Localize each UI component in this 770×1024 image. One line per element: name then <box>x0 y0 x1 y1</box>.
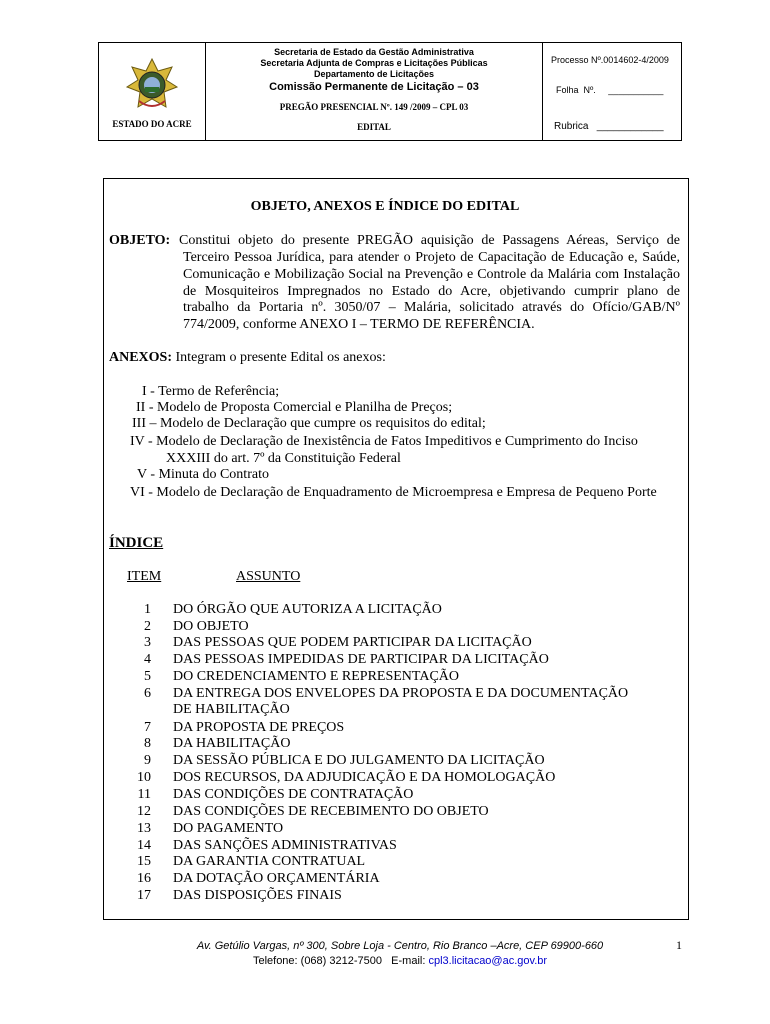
org-cell <box>206 43 543 140</box>
indice-item-title: DO CREDENCIAMENTO E REPRESENTAÇÃO <box>173 669 460 684</box>
indice-item-title: DA GARANTIA CONTRATUAL <box>173 854 366 869</box>
header-box <box>98 42 682 141</box>
indice-item-number: 1 <box>144 602 151 617</box>
footer-contact <box>0 953 770 970</box>
objeto-line: trabalho da Portaria nº. 3050/07 – Malária, solicitado através do Ofício/GAB/Nº <box>183 300 680 315</box>
indice-item-title: DAS PESSOAS IMPEDIDAS DE PARTICIPAR DA LICITAÇÃO <box>173 652 549 667</box>
indice-item-number: 12 <box>137 804 151 819</box>
org-line: Secretaria Adjunta de Compras e Licitações Públicas <box>260 58 488 68</box>
indice-item-number: 15 <box>137 854 151 869</box>
indice-item-title: DE HABILITAÇÃO <box>173 702 290 717</box>
indice-item-number: 9 <box>144 753 151 768</box>
indice-item-title: DO OBJETO <box>173 619 249 634</box>
anexos-label: ANEXOS: <box>109 350 173 365</box>
objeto-line: 774/2009, conforme ANEXO I – TERMO DE REFERÊNCIA. <box>183 317 535 332</box>
indice-item-number: 3 <box>144 635 151 650</box>
indice-title: ÍNDICE <box>109 535 164 551</box>
anexo-item: VI - Modelo de Declaração de Enquadramento de Microempresa e Empresa de Pequeno Porte <box>130 485 657 500</box>
indice-item-title: DAS CONDIÇÕES DE RECEBIMENTO DO OBJETO <box>173 804 489 819</box>
indice-item-title: DO ÓRGÃO QUE AUTORIZA A LICITAÇÃO <box>173 602 442 617</box>
anexo-item: IV - Modelo de Declaração de Inexistência de Fatos Impeditivos e Cumprimento do Inciso <box>130 434 638 449</box>
footer-address: Av. Getúlio Vargas, nº 300, Sobre Loja - Centro, Rio Branco –Acre, CEP 69900-660 <box>196 940 604 952</box>
indice-item-number: 5 <box>144 669 151 684</box>
indice-item-title: DA DOTAÇÃO ORÇAMENTÁRIA <box>173 871 380 886</box>
col-assunto-header: ASSUNTO <box>236 569 301 584</box>
indice-item-title: DA PROPOSTA DE PREÇOS <box>173 720 345 735</box>
indice-item-title: DOS RECURSOS, DA ADJUDICAÇÃO E DA HOMOLOGAÇÃO <box>173 770 556 785</box>
anexos-paragraph <box>109 349 386 366</box>
objeto-line: Comunicação e Mobilização Social na Prevenção e Controle da Malária com Instalação <box>183 267 680 282</box>
indice-item-number: 17 <box>137 888 151 903</box>
footer-email-link[interactable]: cpl3.licitacao@ac.gov.br <box>428 955 548 967</box>
page-title: OBJETO, ANEXOS E ÍNDICE DO EDITAL <box>250 199 520 214</box>
indice-item-title: DAS CONDIÇÕES DE CONTRATAÇÃO <box>173 787 414 802</box>
indice-item-title: DA HABILITAÇÃO <box>173 736 291 751</box>
indice-item-title: DAS SANÇÕES ADMINISTRATIVAS <box>173 838 397 853</box>
objeto-line: Terceiro Pessoa Jurídica, para atender o Projeto de Capacitação de Educação e, Saúde, <box>183 250 680 265</box>
indice-item-title: DAS DISPOSIÇÕES FINAIS <box>173 888 342 903</box>
rubrica-label: Rubrica ____________ <box>554 121 664 132</box>
indice-item-number: 11 <box>137 787 151 802</box>
indice-item-number: 14 <box>137 838 151 853</box>
anexo-item: XXXIII do art. 7º da Constituição Federal <box>166 451 401 466</box>
indice-item-number: 8 <box>144 736 151 751</box>
processo-label: Processo Nº.0014602-4/2009 <box>551 55 669 65</box>
indice-item-number: 13 <box>137 821 151 836</box>
org-line: Secretaria de Estado da Gestão Administrativa <box>274 47 474 57</box>
page-number: 1 <box>676 938 682 952</box>
footer-phone: Telefone: (068) 3212-7500 E-mail: <box>252 955 429 967</box>
indice-item-number: 7 <box>144 720 151 735</box>
objeto-line: Constitui objeto do presente PREGÃO aquisição de Passagens Aéreas, Serviço de <box>179 233 680 248</box>
anexo-item: III – Modelo de Declaração que cumpre os requisitos do edital; <box>132 416 486 431</box>
indice-item-number: 10 <box>137 770 151 785</box>
anexo-item: V - Minuta do Contrato <box>137 467 269 482</box>
indice-item-number: 16 <box>137 871 151 886</box>
indice-item-title: DA ENTREGA DOS ENVELOPES DA PROPOSTA E DA DOCUMENTAÇÃO <box>173 686 629 701</box>
state-label: ESTADO DO ACRE <box>112 119 192 129</box>
objeto-line: de Mosquiteiros Impregnados no Estado do Acre, objetivando cumprir plano de <box>183 284 680 299</box>
anexo-item: I - Termo de Referência; <box>142 384 280 399</box>
indice-item-title: DA SESSÃO PÚBLICA E DO JULGAMENTO DA LICITAÇÃO <box>173 753 545 768</box>
anexo-item: II - Modelo de Proposta Comercial e Planilha de Preços; <box>136 400 453 415</box>
folha-label: Folha Nº. ___________ <box>556 85 664 95</box>
indice-item-title: DO PAGAMENTO <box>173 821 284 836</box>
commission-label: Comissão Permanente de Licitação – 03 <box>269 81 479 93</box>
anexos-intro: Integram o presente Edital os anexos: <box>175 350 386 365</box>
indice-item-number: 4 <box>144 652 151 667</box>
edital-label: EDITAL <box>357 122 391 132</box>
indice-item-number: 6 <box>144 686 151 701</box>
objeto-label: OBJETO: <box>109 233 171 248</box>
coat-of-arms-icon <box>125 57 179 113</box>
indice-item-number: 2 <box>144 619 151 634</box>
pregao-label: PREGÃO PRESENCIAL Nº. 149 /2009 – CPL 03 <box>279 102 469 112</box>
indice-item-title: DAS PESSOAS QUE PODEM PARTICIPAR DA LICITAÇÃO <box>173 635 532 650</box>
col-item-header: ITEM <box>127 569 162 584</box>
coat-of-arms-cell <box>99 43 206 140</box>
org-line: Departamento de Licitações <box>313 69 435 79</box>
